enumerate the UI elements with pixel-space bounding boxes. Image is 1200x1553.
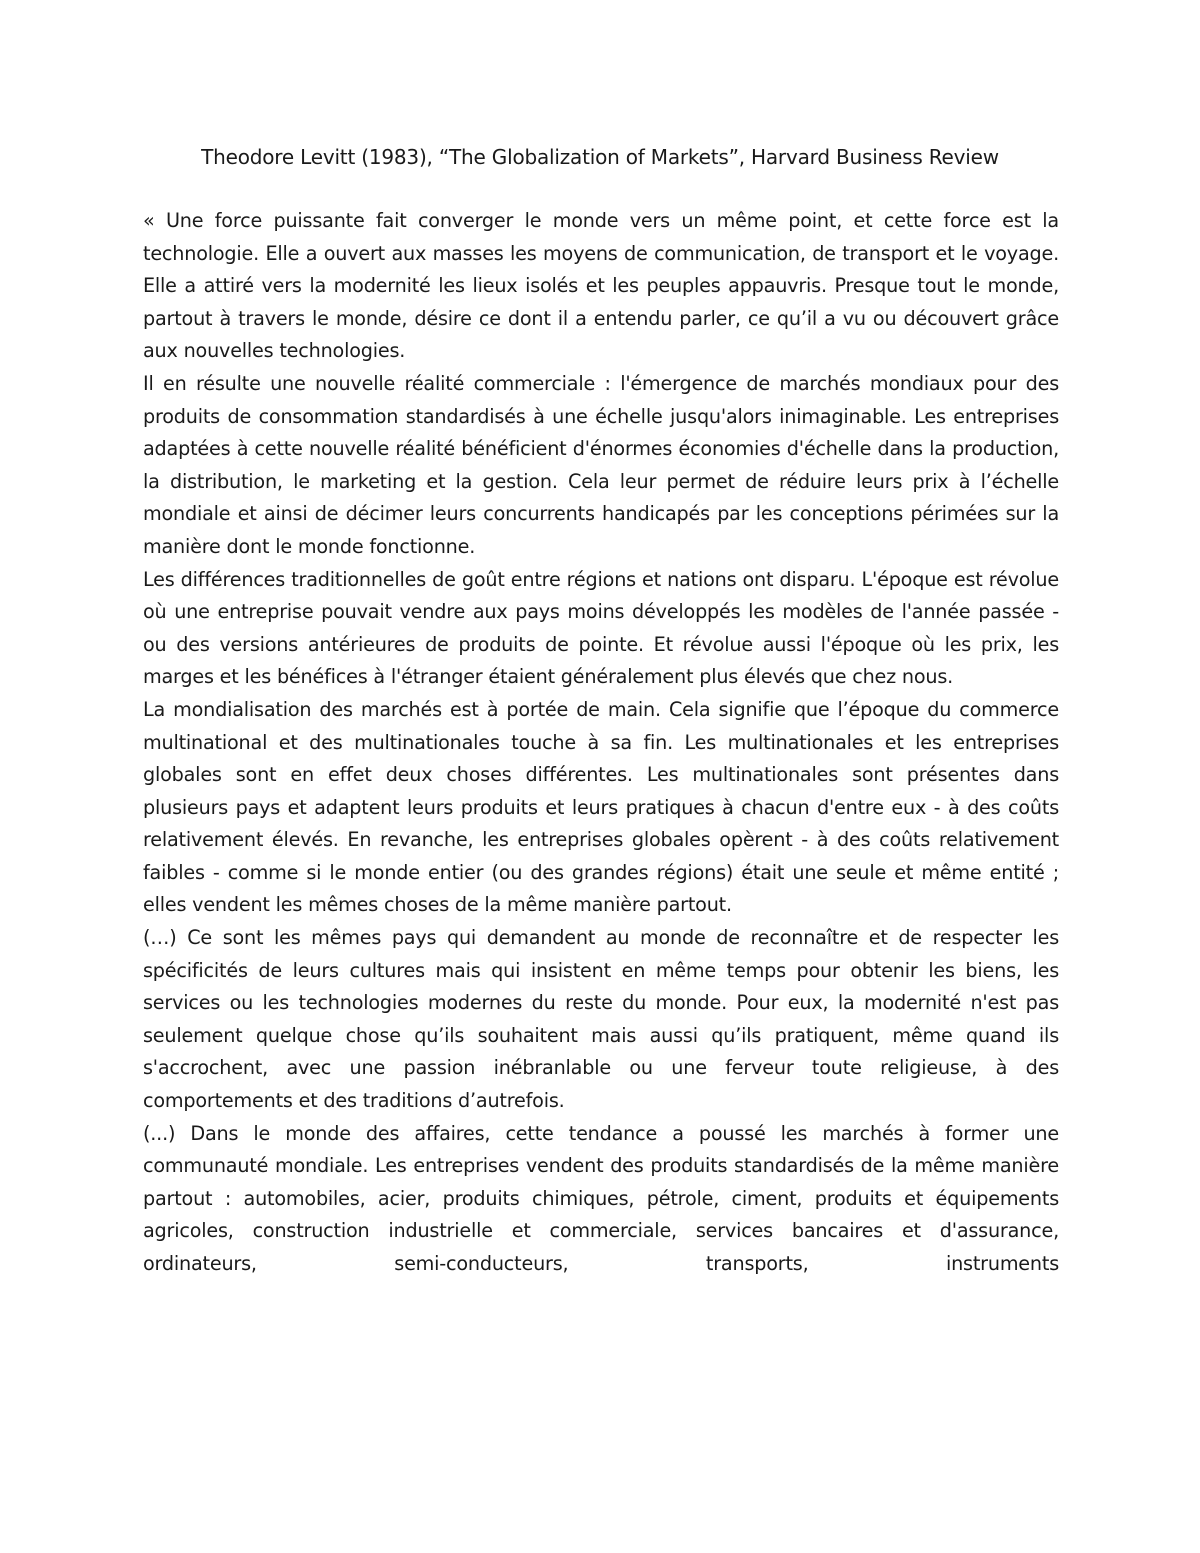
paragraph: (…) Ce sont les mêmes pays qui demandent au monde de reconnaître et de respecter les spécificités de leurs cultures mais qui insistent en même temps pour obtenir les biens, les services ou les technologies modernes du reste du monde. Pour eux, la modernité n'est pas seulement quelque chose qu’ils souhaitent mais aussi qu’ils pratiquent, même quand ils s'accrochent, avec une passion inébranlable ou une ferveur toute religieuse, à des comportements et des traditions d’autrefois. <box>143 926 1059 1113</box>
paragraph: « Une force puissante fait converger le monde vers un même point, et cette force est la technologie. Elle a ouvert aux masses les moyens de communication, de transport et le voyage. Elle a attiré vers la modernité les lieux isolés et les peuples appauvris. Presque tout le monde, partout à travers le monde, désire ce dont il a entendu parler, ce qu’il a vu ou découvert grâce aux nouvelles technologies. <box>143 209 1059 363</box>
document-title: Theodore Levitt (1983), “The Globalization of Markets”, Harvard Business Review <box>201 145 999 169</box>
paragraph: Les différences traditionnelles de goût entre régions et nations ont disparu. L'époque est révolue où une entreprise pouvait vendre aux pays moins développés les modèles de l'année passée - ou des versions antérieures de produits de pointe. Et révolue aussi l'époque où les prix, les marges et les bénéfices à l'étranger étaient généralement plus élevés que chez nous. <box>143 567 1059 689</box>
document-body <box>143 205 1059 1281</box>
paragraph: (...) Dans le monde des affaires, cette tendance a poussé les marchés à former une communauté mondiale. Les entreprises vendent des produits standardisés de la même manière partout : automobiles, acier, produits chimiques, pétrole, ciment, produits et équipements agricoles, construction industrielle et commerciale, services bancaires et d'assurance, ordinateurs, semi-conducteurs, transports, instruments <box>143 1121 1059 1275</box>
paragraph: La mondialisation des marchés est à portée de main. Cela signifie que l’époque du commerce multinational et des multinationales touche à sa fin. Les multinationales et les entreprises globales sont en effet deux choses différentes. Les multinationales sont présentes dans plusieurs pays et adaptent leurs produits et leurs pratiques à chacun d'entre eux - à des coûts relativement élevés. En revanche, les entreprises globales opèrent - à des coûts relativement faibles - comme si le monde entier (ou des grandes régions) était une seule et même entité ; elles vendent les mêmes choses de la même manière partout. <box>143 697 1059 917</box>
paragraph: Il en résulte une nouvelle réalité commerciale : l'émergence de marchés mondiaux pour des produits de consommation standardisés à une échelle jusqu'alors inimaginable. Les entreprises adaptées à cette nouvelle réalité bénéficient d'énormes économies d'échelle dans la production, la distribution, le marketing et la gestion. Cela leur permet de réduire leurs prix à l’échelle mondiale et ainsi de décimer leurs concurrents handicapés par les conceptions périmées sur la manière dont le monde fonctionne. <box>143 371 1059 558</box>
